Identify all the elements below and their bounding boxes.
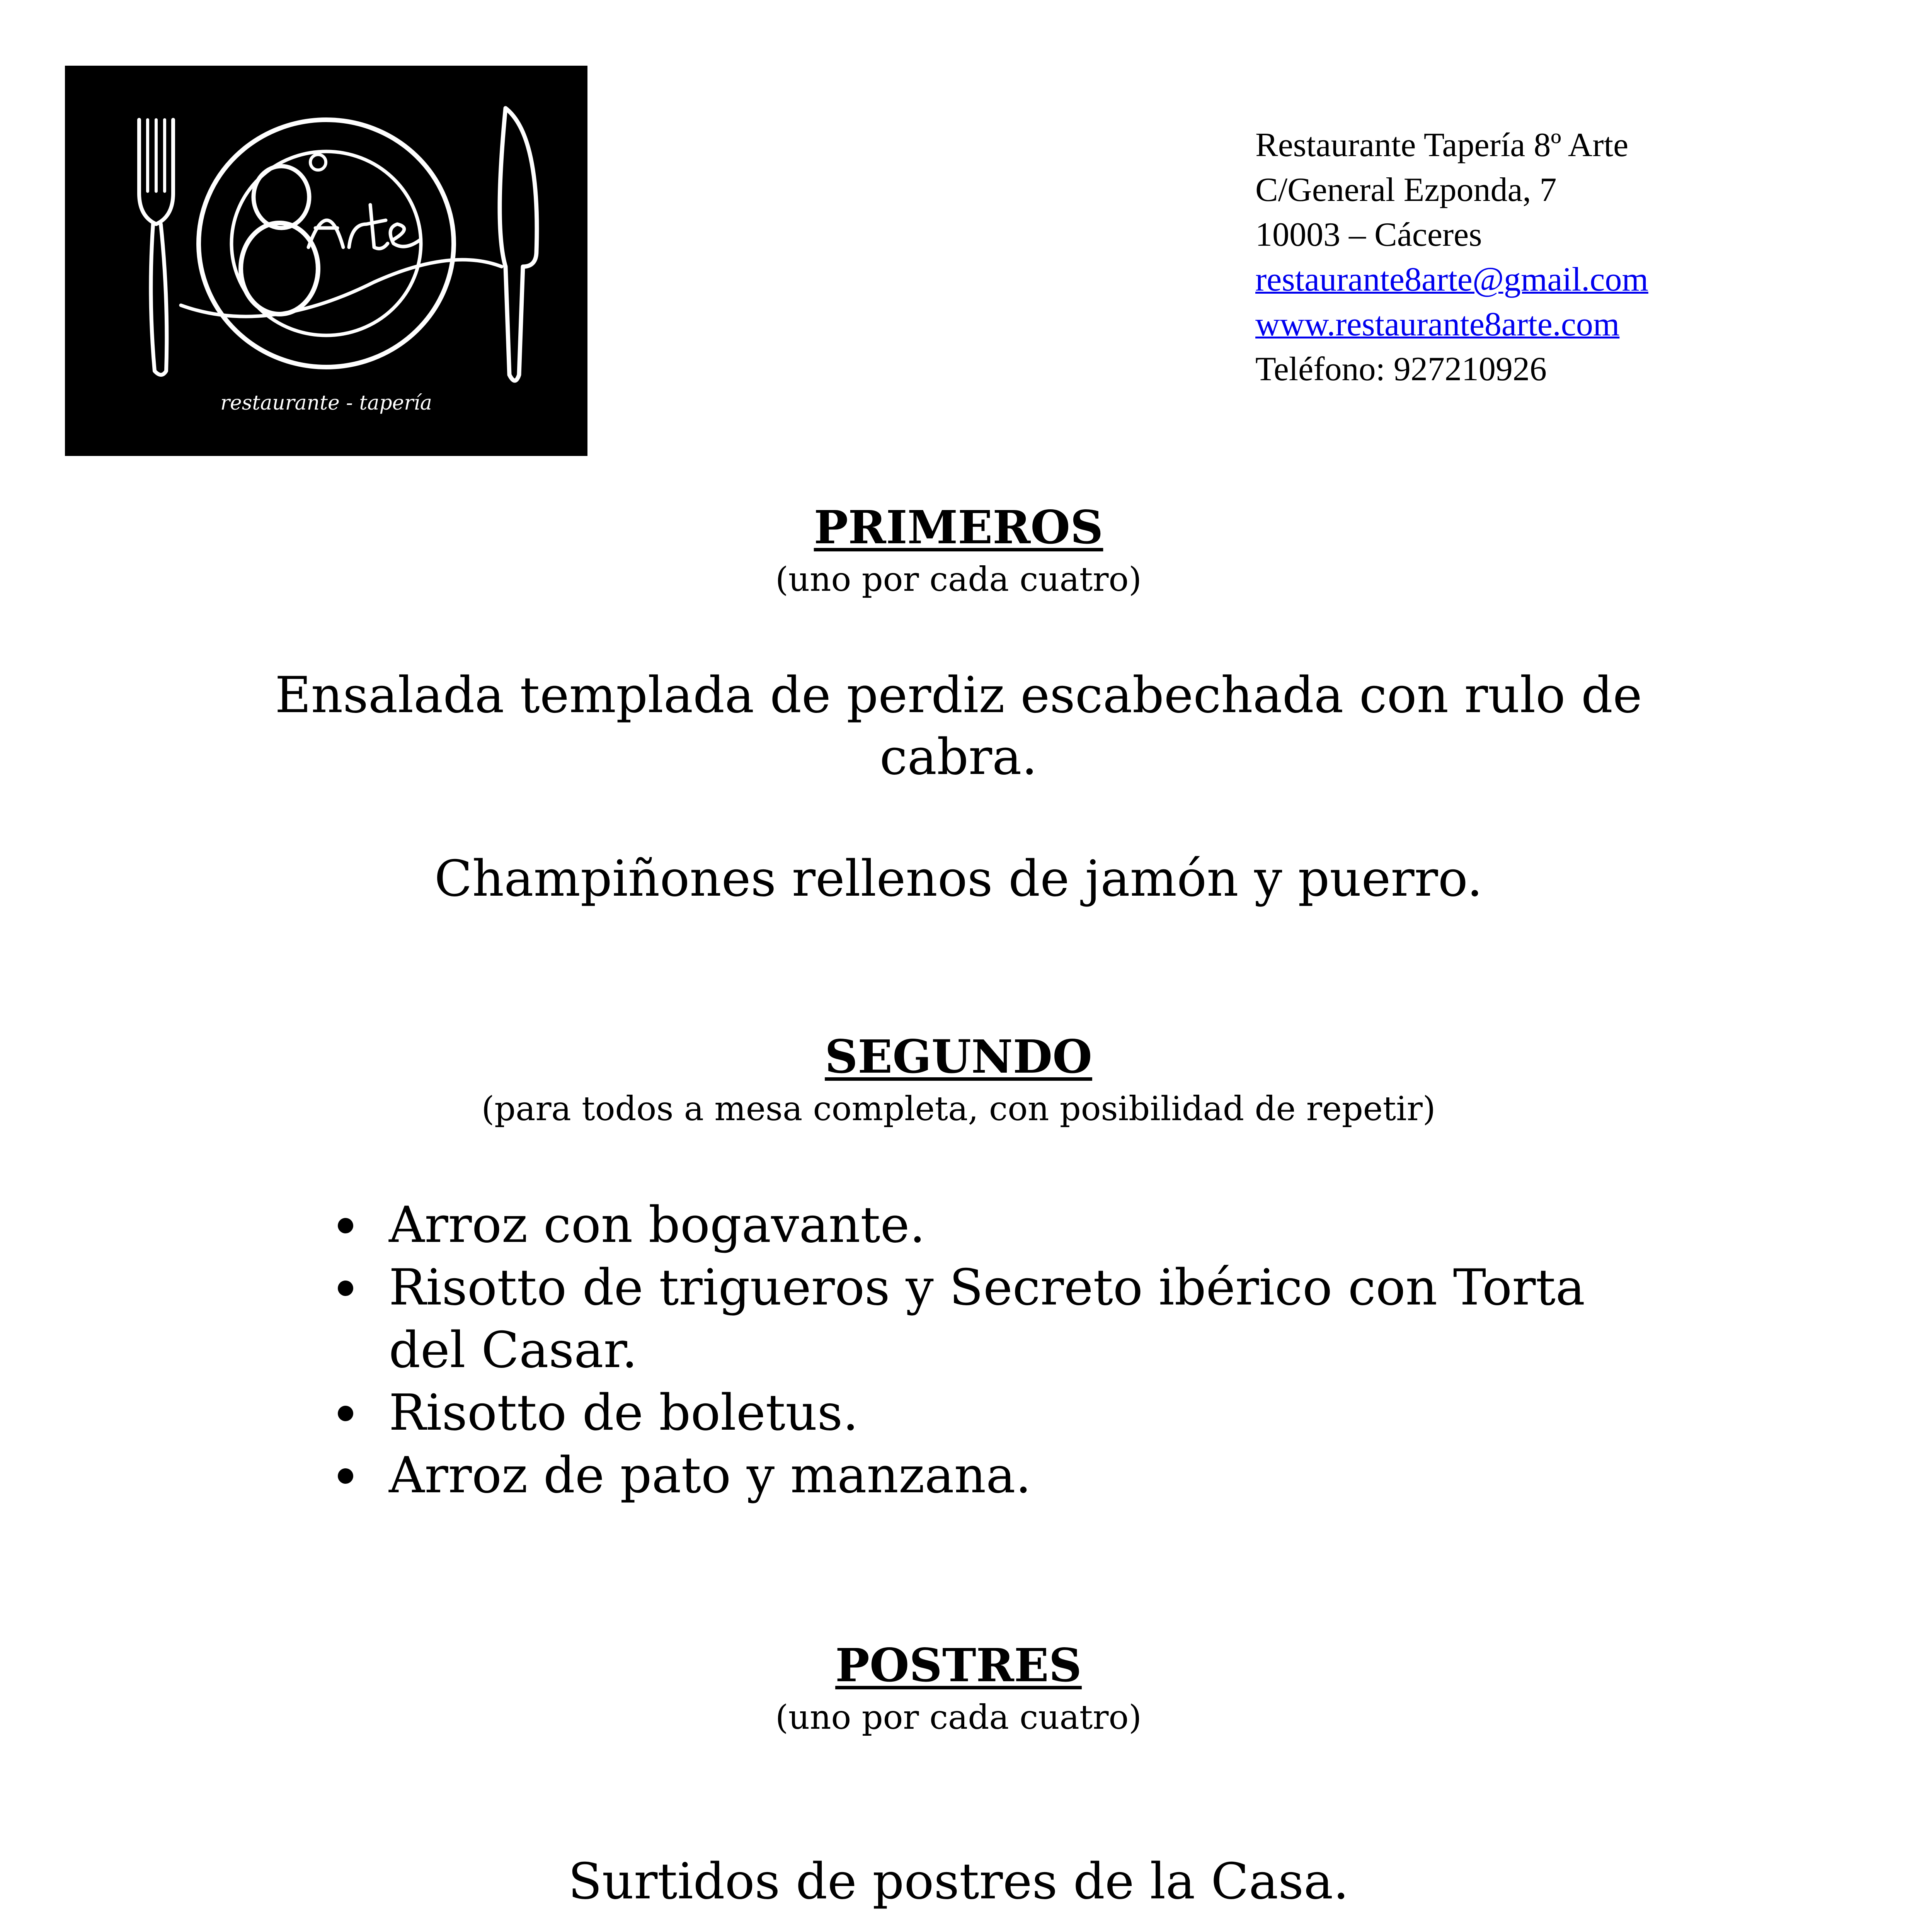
segundo-note: (para todos a mesa completa, con posibilidad de repetir) <box>481 1090 1436 1128</box>
city-address: 10003 – Cáceres <box>1255 216 1482 253</box>
primeros-note: (uno por cada cuatro) <box>775 560 1142 599</box>
primeros-dish-2: Champiñones rellenos de jamón y puerro. <box>434 850 1483 908</box>
bullet-icon <box>338 1468 353 1484</box>
street-address: C/General Ezponda, 7 <box>1255 171 1557 209</box>
segundo-item: Risotto de boletus. <box>389 1384 858 1442</box>
segundo-item: Risotto de trigueros y Secreto ibérico con Torta del Casar. <box>389 1259 1585 1379</box>
bullet-icon <box>338 1281 353 1296</box>
list-item <box>332 1382 1616 1444</box>
primeros-heading <box>0 498 1917 603</box>
list-item <box>332 1257 1616 1382</box>
email-link[interactable]: restaurante8arte@gmail.com <box>1255 261 1648 298</box>
restaurant-logo <box>65 66 587 456</box>
segundo-heading <box>0 1028 1917 1132</box>
restaurant-logo-plate-fork-knife-icon <box>65 66 587 456</box>
restaurant-name: Restaurante Tapería 8º Arte <box>1255 126 1629 164</box>
segundo-title: SEGUNDO <box>825 1030 1092 1083</box>
bullet-icon <box>338 1406 353 1421</box>
logo-tagline: restaurante - tapería <box>220 391 432 415</box>
primeros-title: PRIMEROS <box>814 500 1103 554</box>
website-link[interactable]: www.restaurante8arte.com <box>1255 306 1620 343</box>
postres-dish-1: Surtidos de postres de la Casa. <box>568 1853 1349 1910</box>
primeros-dish-1: Ensalada templada de perdiz escabechada con rulo de cabra. <box>275 667 1642 786</box>
contact-info <box>1255 123 1648 392</box>
segundo-item: Arroz de pato y manzana. <box>389 1447 1032 1504</box>
segundo-item: Arroz con bogavante. <box>389 1196 926 1254</box>
postres-note: (uno por cada cuatro) <box>775 1698 1142 1737</box>
segundo-list <box>332 1194 1616 1507</box>
list-item <box>332 1444 1616 1507</box>
phone-number: Teléfono: 927210926 <box>1255 350 1547 388</box>
list-item <box>332 1194 1616 1257</box>
bullet-icon <box>338 1218 353 1233</box>
postres-heading <box>0 1636 1917 1741</box>
postres-title: POSTRES <box>835 1638 1082 1692</box>
